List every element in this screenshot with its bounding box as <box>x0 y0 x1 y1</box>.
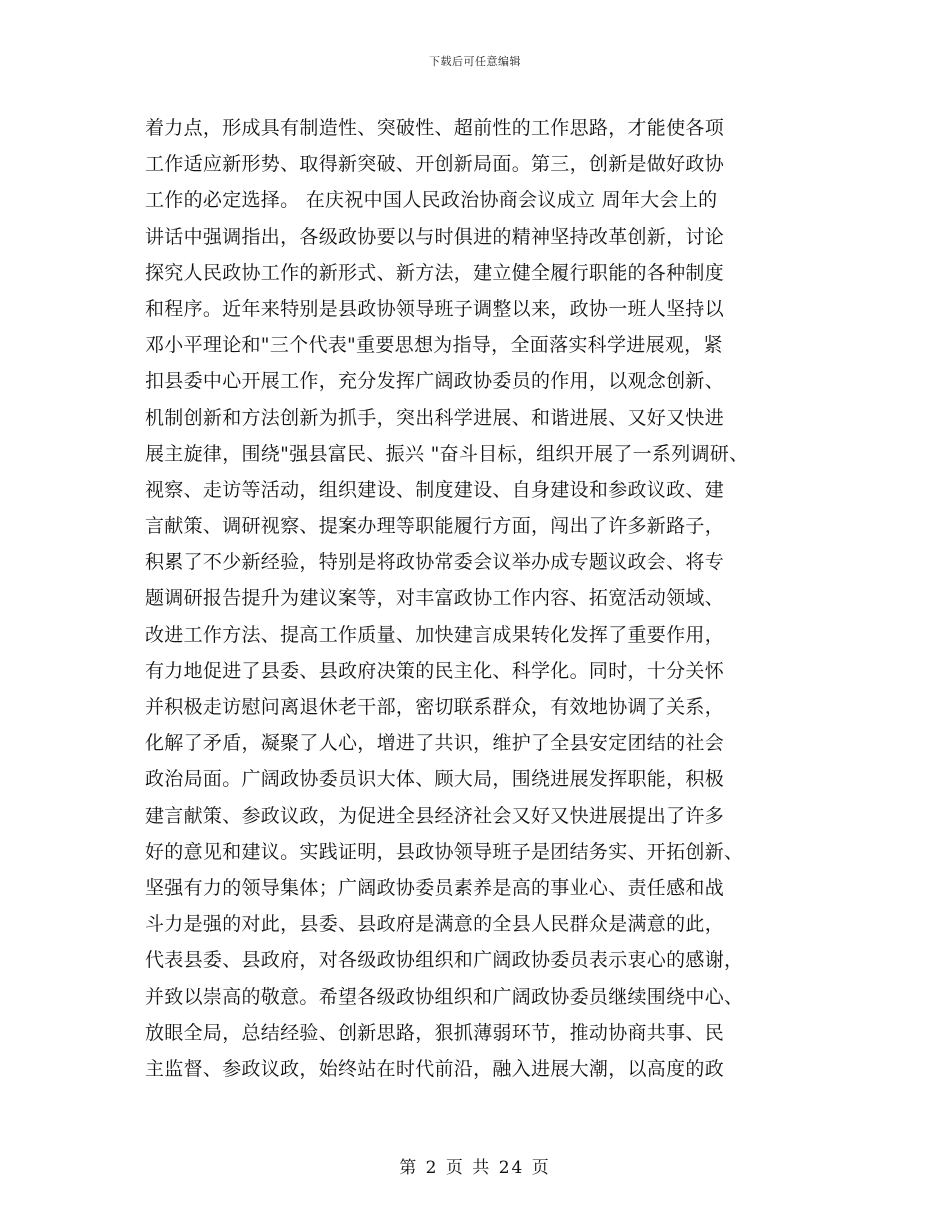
text-line: 化解了矛盾，凝聚了人心，增进了共识，维护了全县安定团结的社会 <box>145 732 725 755</box>
text-line: 积累了不少新经验，特别是将政协常委会议举办成专题议政会、将专 <box>145 551 725 574</box>
text-line: 着力点，形成具有制造性、突破性、超前性的工作思路，才能使各项 <box>145 117 725 139</box>
page-header: 下载后可任意编辑 <box>429 55 521 68</box>
text-line: 斗力是强的对此，县委、县政府是满意的全县人民群众是满意的此， <box>145 913 725 936</box>
document-body <box>145 110 835 1087</box>
text-line: 有力地促进了县委、县政府决策的民主化、科学化。同时，十分关怀 <box>145 659 725 682</box>
text-line: 政治局面。广阔政协委员识大体、顾大局，围绕进展发挥职能，积极 <box>145 768 725 791</box>
text-line: 改进工作方法、提高工作质量、加快建言成果转化发挥了重要作用， <box>145 623 725 646</box>
text-line: 言献策、调研视察、提案办理等职能履行方面，闯出了许多新路子， <box>145 515 725 538</box>
text-line: 代表县委、县政府，对各级政协组织和广阔政协委员表示衷心的感谢， <box>145 949 744 972</box>
page-number-footer: 第 2 页 共 24 页 <box>399 1158 551 1178</box>
text-line: 坚强有力的领导集体；广阔政协委员素养是高的事业心、责任感和战 <box>145 876 725 899</box>
text-line: 邓小平理论和"三个代表"重要思想为指导，全面落实科学进展观，紧 <box>145 334 723 357</box>
text-line: 和程序。近年来特别是县政协领导班子调整以来，政协一班人坚持以 <box>145 297 725 320</box>
text-line: 建言献策、参政议政，为促进全县经济社会又好又快进展提出了许多 <box>145 804 725 827</box>
text-line: 探究人民政协工作的新形式、新方法，建立健全履行职能的各种制度 <box>145 261 725 284</box>
text-line: 展主旋律，围绕"强县富民、振兴 "奋斗目标，组织开展了一系列调研、 <box>145 442 749 465</box>
text-line: 并积极走访慰问离退休老干部，密切联系群众，有效地协调了关系， <box>145 696 725 718</box>
text-line: 机制创新和方法创新为抓手，突出科学进展、和谐进展、又好又快进 <box>145 406 725 429</box>
text-line: 工作的必定选择。 在庆祝中国人民政治协商会议成立 周年大会上的 <box>145 189 718 212</box>
text-line: 讲话中强调指出，各级政协要以与时俱进的精神坚持改革创新，讨论 <box>145 225 725 248</box>
text-line: 扣县委中心开展工作，充分发挥广阔政协委员的作用，以观念创新、 <box>145 370 725 393</box>
text-line: 并致以崇高的敬意。希望各级政协组织和广阔政协委员继续围绕中心、 <box>145 985 744 1008</box>
text-line: 主监督、参政议政，始终站在时代前沿，融入进展大潮，以高度的政 <box>145 1057 725 1080</box>
text-line: 放眼全局，总结经验、创新思路，狠抓薄弱环节，推动协商共事、民 <box>145 1021 725 1044</box>
text-line: 好的意见和建议。实践证明，县政协领导班子是团结务实、开拓创新、 <box>145 840 744 863</box>
text-line: 工作适应新形势、取得新突破、开创新局面。第三，创新是做好政协 <box>145 153 725 176</box>
text-line: 题调研报告提升为建议案等，对丰富政协工作内容、拓宽活动领域、 <box>145 587 725 610</box>
text-line: 视察、走访等活动，组织建设、制度建设、自身建设和参政议政、建 <box>145 478 725 501</box>
